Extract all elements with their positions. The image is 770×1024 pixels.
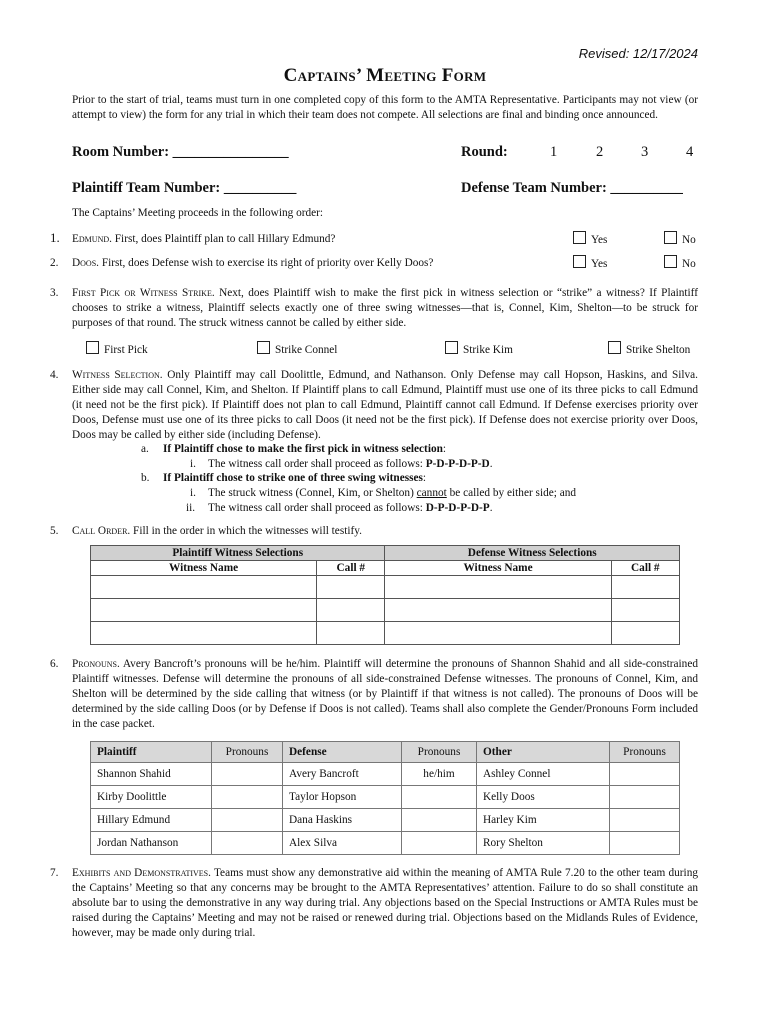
- defense-witness-cell[interactable]: [385, 576, 611, 599]
- plaintiff-name-cell: Kirby Doolittle: [91, 786, 212, 809]
- table-row: [91, 622, 680, 645]
- strike-connel-checkbox[interactable]: Strike Connel: [257, 341, 337, 358]
- defense-name-cell: Dana Haskins: [283, 809, 402, 832]
- pronouns-cell: he/him: [402, 763, 477, 786]
- room-number-label[interactable]: Room Number: ________________: [72, 144, 289, 160]
- plaintiff-name-cell: Shannon Shahid: [91, 763, 212, 786]
- pronouns-cell[interactable]: [212, 832, 283, 855]
- item-1-number: 1.: [50, 230, 60, 245]
- plaintiff-witness-cell[interactable]: [91, 622, 317, 645]
- defense-call-cell[interactable]: [611, 622, 679, 645]
- defense-witness-cell[interactable]: [385, 622, 611, 645]
- plaintiff-witness-cell[interactable]: [91, 576, 317, 599]
- defense-call-cell[interactable]: [611, 576, 679, 599]
- other-column-header: Other: [477, 742, 610, 763]
- table-row: [91, 832, 680, 855]
- item-7-text: Exhibits and Demonstratives. Teams must show any demonstrative aid within the meaning of AMTA Rule 7.20 to the other team during the Captains’ Meeting so that any concerns may be brought to the AMTA Representatives’ attention. Failure to do so shall constitute an absolute bar to using the demonstrative in any way during trial. Any objections based on the Special Instructions or AMTA Rules must be raised during the Captains’ Meeting and may not be raised or renewed during trial. Objections based on the Midlands Rules of Evidence, however, may be made only during trial.: [72, 867, 698, 939]
- item-4bi-text: The struck witness (Connel, Kim, or Shelton) cannot be called by either side; and: [208, 487, 577, 499]
- item-7-number: 7.: [50, 867, 59, 879]
- defense-name-cell: Avery Bancroft: [283, 763, 402, 786]
- item-4a-label: a.: [141, 443, 149, 455]
- revised-date: Revised: 12/17/2024: [578, 46, 698, 61]
- pronouns-cell[interactable]: [402, 809, 477, 832]
- defense-team-number-label[interactable]: Defense Team Number: __________: [461, 180, 683, 196]
- item-2-number: 2.: [50, 257, 59, 269]
- table-row: [91, 809, 680, 832]
- defense-call-cell[interactable]: [611, 599, 679, 622]
- plaintiff-witness-name-header: Witness Name: [91, 561, 317, 576]
- plaintiff-call-cell[interactable]: [317, 599, 385, 622]
- pronouns-cell[interactable]: [610, 786, 680, 809]
- checkbox-icon: [86, 341, 99, 354]
- pronouns-column-header: Pronouns: [402, 742, 477, 763]
- checkbox-icon: [664, 231, 677, 244]
- checkbox-icon: [445, 341, 458, 354]
- doos-yes-checkbox[interactable]: Yes: [573, 255, 607, 272]
- pronouns-cell[interactable]: [610, 832, 680, 855]
- table-row: [91, 763, 680, 786]
- plaintiff-call-number-header: Call #: [317, 561, 385, 576]
- item-4bii-text: The witness call order shall proceed as follows: D-P-D-P-D-P.: [208, 502, 493, 514]
- order-intro: The Captains’ Meeting proceeds in the following order:: [72, 207, 324, 219]
- other-name-cell: Ashley Connel: [477, 763, 610, 786]
- other-name-cell: Rory Shelton: [477, 832, 610, 855]
- item-5-text: Call Order. Fill in the order in which the witnesses will testify.: [72, 525, 362, 537]
- first-pick-checkbox[interactable]: First Pick: [86, 341, 148, 358]
- item-4ai-label: i.: [190, 458, 196, 470]
- pronouns-column-header: Pronouns: [212, 742, 283, 763]
- item-4ai-text: The witness call order shall proceed as follows: P-D-P-D-P-D.: [208, 458, 493, 470]
- page-title: Captains’ Meeting Form: [283, 65, 487, 86]
- defense-call-number-header: Call #: [611, 561, 679, 576]
- item-4bii-label: ii.: [186, 502, 196, 514]
- plaintiff-selections-header: Plaintiff Witness Selections: [91, 546, 385, 561]
- pronouns-cell[interactable]: [212, 809, 283, 832]
- defense-selections-header: Defense Witness Selections: [385, 546, 680, 561]
- item-4-number: 4.: [50, 369, 59, 381]
- item-4bi-label: i.: [190, 487, 196, 499]
- round-label: Round:: [461, 144, 508, 160]
- pronouns-cell[interactable]: [610, 809, 680, 832]
- checkbox-icon: [573, 255, 586, 268]
- table-row: [91, 786, 680, 809]
- pronouns-table: [90, 741, 680, 855]
- plaintiff-team-number-label[interactable]: Plaintiff Team Number: __________: [72, 180, 297, 196]
- defense-witness-cell[interactable]: [385, 599, 611, 622]
- checkbox-icon: [257, 341, 270, 354]
- defense-column-header: Defense: [283, 742, 402, 763]
- checkbox-icon: [573, 231, 586, 244]
- checkbox-icon: [664, 255, 677, 268]
- other-name-cell: Kelly Doos: [477, 786, 610, 809]
- pronouns-cell[interactable]: [610, 763, 680, 786]
- defense-name-cell: Alex Silva: [283, 832, 402, 855]
- plaintiff-call-cell[interactable]: [317, 622, 385, 645]
- round-option-3[interactable]: 3: [641, 144, 649, 160]
- plaintiff-call-cell[interactable]: [317, 576, 385, 599]
- round-option-4[interactable]: 4: [686, 144, 694, 160]
- table-row: [91, 576, 680, 599]
- plaintiff-name-cell: Hillary Edmund: [91, 809, 212, 832]
- item-5-number: 5.: [50, 525, 59, 537]
- item-4a-text: If Plaintiff chose to make the first pick in witness selection:: [163, 443, 447, 455]
- item-4b-label: b.: [141, 472, 150, 484]
- defense-witness-name-header: Witness Name: [385, 561, 611, 576]
- pronouns-cell[interactable]: [402, 832, 477, 855]
- edmund-no-checkbox[interactable]: No: [664, 231, 696, 248]
- item-3-text: First Pick or Witness Strike. Next, does Plaintiff wish to make the first pick in witness selection or “strike” a witness? If Plaintiff chooses to strike a witness, Plaintiff selects exactly one of three swing witnesses—that is, Connel, Kim, Shelton—to be struck for purposes of that round. The struck witness cannot be called by either side.: [72, 287, 699, 329]
- defense-name-cell: Taylor Hopson: [283, 786, 402, 809]
- strike-shelton-checkbox[interactable]: Strike Shelton: [608, 341, 690, 358]
- round-option-1[interactable]: 1: [550, 144, 558, 160]
- edmund-yes-checkbox[interactable]: Yes: [573, 231, 607, 248]
- pronouns-cell[interactable]: [402, 786, 477, 809]
- item-6-number: 6.: [50, 658, 59, 670]
- item-4b-text: If Plaintiff chose to strike one of three swing witnesses:: [163, 472, 427, 484]
- strike-kim-checkbox[interactable]: Strike Kim: [445, 341, 513, 358]
- item-6-text: Pronouns. Avery Bancroft’s pronouns will be he/him. Plaintiff will determine the pronouns of Shannon Shahid and all side-constrained Plaintiff witnesses. Defense will determine the pronouns of all side-constrained Defense witnesses. The pronouns of Connel, Kim, and Shelton will be determined by the side calling that witness (or by Plaintiff if that witness is not called). The pronouns of Doos will be determined by the side calling Doos (or by Defense if Doos is not called). Teams shall also complete the Gender/Pronouns Form included in the case packet.: [72, 658, 698, 730]
- item-4-text: Witness Selection. Only Plaintiff may call Doolittle, Edmund, and Nathanson. Only Defense may call Hopson, Haskins, and Silva. Either side may call Connel, Kim, and Shelton. If Plaintiff plans to call Edmund, Plaintiff must use one of its three picks to call Edmund (it need not be the first pick). If Plaintiff does not plan to call Edmund, Plaintiff cannot call Edmund. If Defense exercises priority over Doos, Defense must use one of its three picks to call Doos (it need not be the first pick). If Defense does not exercise priority over Doos, Doos may be called by either side (including Defense).: [72, 369, 698, 441]
- pronouns-cell[interactable]: [212, 763, 283, 786]
- item-1-text: Edmund. First, does Plaintiff plan to call Hillary Edmund?: [72, 233, 336, 245]
- table-row: [91, 599, 680, 622]
- plaintiff-column-header: Plaintiff: [91, 742, 212, 763]
- doos-no-checkbox[interactable]: No: [664, 255, 696, 272]
- plaintiff-name-cell: Jordan Nathanson: [91, 832, 212, 855]
- item-2-text: Doos. First, does Defense wish to exercise its right of priority over Kelly Doos?: [72, 257, 434, 269]
- item-3-number: 3.: [50, 287, 59, 299]
- round-option-2[interactable]: 2: [596, 144, 604, 160]
- intro-paragraph: Prior to the start of trial, teams must turn in one completed copy of this form to the AMTA Representative. Participants may not view (or attempt to view) the form for any trial in which their team does not compete. All selections are final and binding once announced.: [72, 94, 698, 121]
- plaintiff-witness-cell[interactable]: [91, 599, 317, 622]
- pronouns-cell[interactable]: [212, 786, 283, 809]
- other-name-cell: Harley Kim: [477, 809, 610, 832]
- checkbox-icon: [608, 341, 621, 354]
- pronouns-column-header: Pronouns: [610, 742, 680, 763]
- call-order-table: [90, 545, 680, 645]
